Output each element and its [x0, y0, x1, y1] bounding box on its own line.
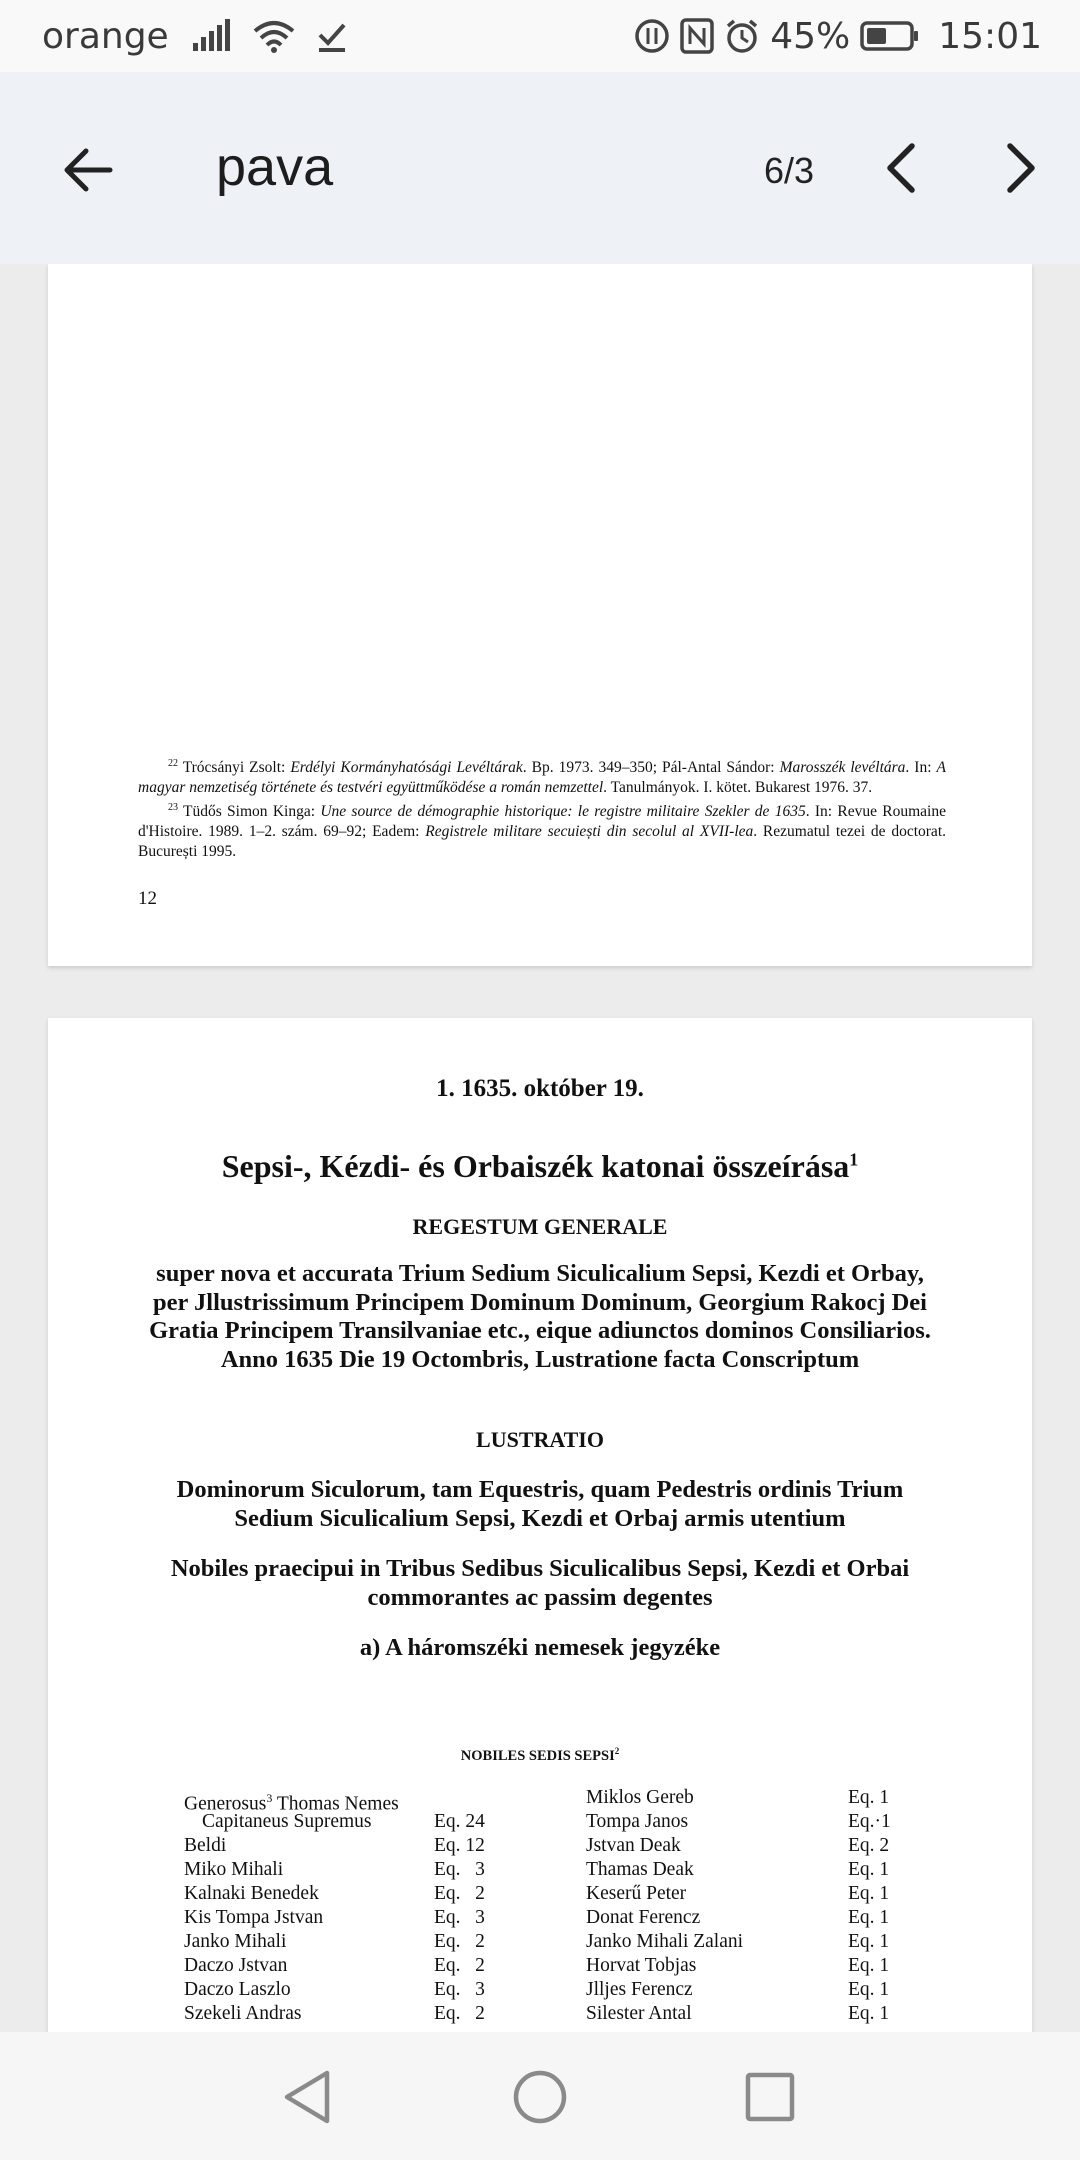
- regestum-text: super nova et accurata Trium Sedium Siculicalium Sepsi, Kezdi et Orbay, per Jllustrissimum Principem Dominum Dominum, Georgium Rakocj Dei Gratia Principem Transilvaniae etc., eique adiunctos dominos Consiliarios. Anno 1635 Die 19 Octombris, Lustratione facta Conscriptum: [149, 1260, 931, 1373]
- triangle-back-icon: [279, 2067, 335, 2127]
- square-recents-icon: [742, 2069, 798, 2125]
- footnote-23: $^{23}$ Tüdős Simon Kinga: Une source de démographie historique: le registre militaire Szekler de 1635. In: Revue Roumaine d'Histoire. 1989. 1–2. szám. 69–92; Eadem: Registrele militare secuiești din secolul al XVII-lea. Rezumatul tezei de doctorat. București 1995.: [138, 802, 946, 861]
- clock-time: 15:01: [938, 15, 1042, 57]
- back-button[interactable]: [52, 134, 124, 206]
- nav-recents-button[interactable]: [735, 2062, 805, 2132]
- document-date-heading: 1. 1635. október 19.: [436, 1075, 644, 1102]
- table-row: Szekeli Andras Eq. 2 Silester Antal Eq. 1: [184, 2003, 890, 2024]
- alarm-icon: [724, 18, 760, 54]
- table-row: Miko Mihali Eq. 3 Thamas Deak Eq. 1: [184, 1859, 890, 1880]
- download-check-icon: [317, 19, 347, 53]
- pdf-page-12: [48, 264, 1032, 966]
- battery-percent: 45%: [770, 15, 851, 57]
- list-heading: a) A háromszéki nemesek jegyzéke: [359, 1634, 721, 1661]
- status-left: [42, 16, 347, 57]
- table-row: Generosus$^3$ Thomas Nemes Miklos Gereb Eq. 1: [184, 1787, 890, 1815]
- table-row: Kalnaki Benedek Eq. 2 Keserű Peter Eq. 1: [184, 1883, 890, 1904]
- signal-icon: [191, 19, 231, 53]
- chevron-right-icon: [1002, 140, 1042, 196]
- footnote-22: $^{22}$ Trócsányi Zsolt: Erdélyi Kormányhatósági Levéltárak. Bp. 1973. 349–350; Pál-Antal Sándor: Marosszék levéltára. In: A magyar nemzetiség története és testvéri együttműködése a román nemzettel. Tanulmányok. I. kötet. Bukarest 1976. 37.: [138, 758, 946, 797]
- document-viewer[interactable]: [0, 264, 1080, 2032]
- nav-back-button[interactable]: [272, 2062, 342, 2132]
- page-number: 12: [138, 888, 157, 909]
- lustratio-heading: LUSTRATIO: [476, 1427, 604, 1452]
- chevron-left-icon: [880, 140, 920, 196]
- circle-home-icon: [510, 2067, 570, 2127]
- nobiles-text: Nobiles praecipui in Tribus Sedibus Siculicalibus Sepsi, Kezdi et Orbai commorantes ac passim degentes: [170, 1555, 910, 1611]
- table-row: Daczo Jstvan Eq. 2 Horvat Tobjas Eq. 1: [184, 1955, 890, 1976]
- nobles-roster: [184, 1786, 944, 2026]
- previous-match-button[interactable]: [868, 132, 932, 204]
- next-match-button[interactable]: [990, 132, 1054, 204]
- sedis-heading: NOBILES SEDIS SEPSI$^2$: [460, 1746, 620, 1764]
- regestum-heading: REGESTUM GENERALE: [412, 1214, 668, 1239]
- table-row: Beldi Eq. 12 Jstvan Deak Eq. 2: [184, 1835, 890, 1856]
- match-counter: 6/3: [764, 150, 815, 191]
- search-toolbar: [0, 72, 1080, 264]
- status-bar: [0, 0, 1080, 72]
- carrier-name: orange: [42, 15, 169, 57]
- dominorum-text: Dominorum Siculorum, tam Equestris, quam Pedestris ordinis Trium Sedium Siculicalium Sepsi, Kezdi et Orbaj armis utentium: [176, 1476, 904, 1532]
- nfc-icon: [680, 18, 714, 54]
- table-row: Capitaneus Supremus Eq. 24 Tompa Janos Eq.·1: [202, 1811, 891, 1832]
- battery-icon: [860, 20, 920, 52]
- search-input[interactable]: pava: [216, 137, 334, 197]
- pdf-page-13: [48, 1018, 1032, 2032]
- table-row: Kis Tompa Jstvan Eq. 3 Donat Ferencz Eq. 1: [184, 1907, 890, 1928]
- wifi-icon: [253, 19, 295, 53]
- document-title: Sepsi-, Kézdi- és Orbaiszék katonai összeírása$^1$: [221, 1148, 859, 1184]
- table-row: Daczo Laszlo Eq. 3 Jlljes Ferencz Eq. 1: [184, 1979, 890, 2000]
- arrow-left-icon: [60, 142, 116, 198]
- system-navigation-bar: [0, 2032, 1080, 2160]
- nav-home-button[interactable]: [505, 2062, 575, 2132]
- status-right: [634, 16, 1042, 57]
- data-saver-icon: [634, 18, 670, 54]
- table-row: Janko Mihali Eq. 2 Janko Mihali Zalani Eq. 1: [184, 1931, 890, 1952]
- footnotes: [138, 754, 946, 862]
